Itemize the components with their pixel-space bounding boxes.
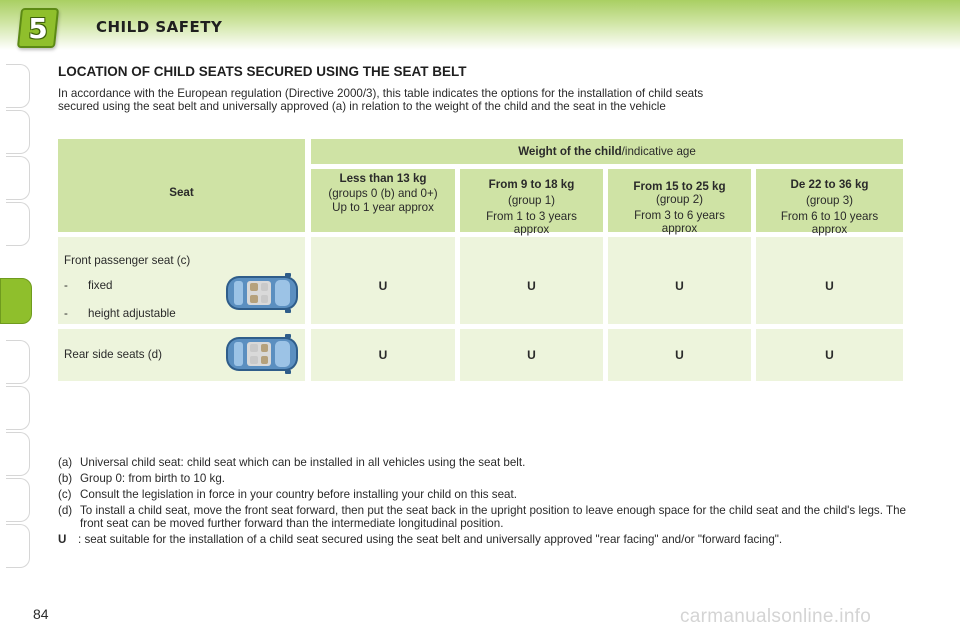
table-row-seat [58, 329, 305, 381]
seat-option: fixed [88, 279, 113, 292]
footnote-text: Universal child seat: child seat which can be installed in all vehicles using the seat belt. [80, 456, 526, 469]
column-age: From 3 to 6 years approx [634, 209, 725, 235]
column-group: (groups 0 (b) and 0+) [328, 186, 438, 200]
chapter-tab[interactable] [6, 156, 30, 200]
chapter-tab[interactable] [6, 202, 30, 246]
footnote-text: Group 0: from birth to 10 kg. [80, 472, 225, 485]
column-group: (group 1) [507, 193, 556, 207]
chapter-number: 5 [28, 12, 48, 45]
table-cell-value: U [608, 329, 751, 381]
column-group: (group 3) [805, 193, 854, 207]
footnotes [58, 456, 906, 549]
intro-paragraph [58, 87, 908, 113]
footnote-label: U [58, 533, 67, 546]
option-bullet: - [64, 279, 68, 292]
footnote [58, 488, 906, 501]
column-title: Less than 13 kg [339, 172, 427, 185]
watermark: carmanualsonline.info [680, 606, 872, 627]
chapter-tab[interactable] [6, 110, 30, 154]
chapter-tab[interactable] [6, 478, 30, 522]
weight-header-bold: Weight of the child [518, 145, 622, 158]
seat-option: height adjustable [88, 307, 176, 320]
seat-column-header [58, 139, 305, 232]
chapter-tab[interactable] [6, 340, 30, 384]
table-cell-value: U [608, 237, 751, 324]
column-group: (group 2) [655, 192, 704, 206]
table-cell-value: U [756, 329, 903, 381]
chapter-tab[interactable] [6, 386, 30, 430]
footnote-label: (c) [58, 488, 72, 501]
column-title: From 9 to 18 kg [488, 178, 575, 191]
page-number: 84 [33, 606, 49, 622]
table-cell-value: U [460, 329, 603, 381]
footnote-label: (a) [58, 456, 73, 469]
weight-column-header [460, 169, 603, 236]
weight-header-rest: /indicative age [621, 145, 696, 158]
footnote [58, 504, 906, 530]
section-title: LOCATION OF CHILD SEATS SECURED USING THE SEAT BELT [58, 64, 467, 79]
footnote [58, 456, 906, 469]
car-top-view-icon [223, 272, 301, 314]
column-title: De 22 to 36 kg [790, 178, 869, 191]
weight-column-header [608, 169, 751, 235]
table-cell-value: U [311, 329, 455, 381]
footnote-label: (b) [58, 472, 73, 485]
footnote-text: Consult the legislation in force in your country before installing your child on this seat. [80, 488, 517, 501]
chapter-tab-strip [0, 64, 36, 574]
row-seat-label: Front passenger seat (c) [64, 254, 191, 267]
footnote [58, 533, 906, 546]
footnote-label: (d) [58, 504, 73, 517]
chapter-title: CHILD SAFETY [96, 18, 223, 36]
column-age: From 6 to 10 years approx [780, 210, 879, 236]
weight-column-header [311, 169, 455, 232]
intro-line: secured using the seat belt and universally approved (a) in relation to the weight of the child and the seat in the vehicle [58, 100, 666, 113]
car-top-view-icon [223, 333, 301, 375]
column-age: Up to 1 year approx [332, 201, 434, 214]
row-seat-label: Rear side seats (d) [64, 348, 162, 361]
weight-column-header [756, 169, 903, 236]
column-title: From 15 to 25 kg [633, 180, 726, 193]
footnote [58, 472, 906, 485]
chapter-tab[interactable] [6, 432, 30, 476]
chapter-tab-active[interactable] [0, 278, 32, 324]
intro-line: In accordance with the European regulation (Directive 2000/3), this table indicates the options for the installation of child seats [58, 87, 704, 100]
weight-header [311, 139, 903, 164]
seat-header-label: Seat [169, 186, 194, 199]
table-cell-value: U [311, 237, 455, 324]
column-age: From 1 to 3 years approx [486, 210, 577, 236]
chapter-badge [17, 8, 59, 48]
option-bullet: - [64, 307, 68, 320]
table-row-seat [58, 237, 305, 324]
footnote-text: : seat suitable for the installation of a child seat secured using the seat belt and universally approved "rear facing" and/or "forward facing". [78, 533, 783, 546]
table-cell-value: U [756, 237, 903, 324]
table-cell-value: U [460, 237, 603, 324]
chapter-tab[interactable] [6, 524, 30, 568]
footnote-text: To install a child seat, move the front seat forward, then put the seat back in the upright position to leave enough space for the child seat and the child's legs. The front seat can be moved further forward than the intermediate longitudinal position. [80, 504, 906, 530]
chapter-tab[interactable] [6, 64, 30, 108]
